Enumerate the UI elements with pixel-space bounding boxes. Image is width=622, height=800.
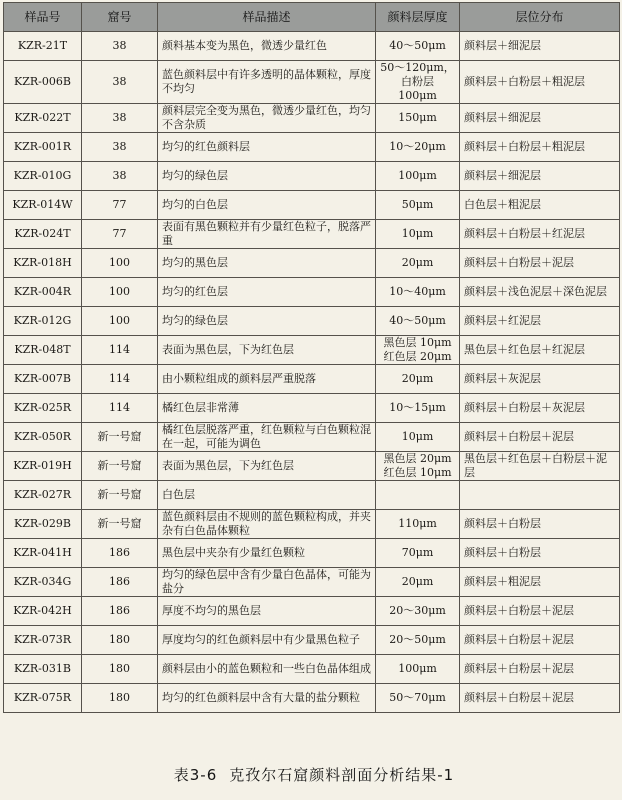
sample-description-cell: 蓝色颜料层中有许多透明的晶体颗粒，厚度不均匀	[158, 61, 376, 104]
sample-id-cell: KZR-018H	[4, 249, 82, 278]
thickness-line: 50μm	[401, 198, 434, 211]
thickness-line: 黑色层 10μm	[383, 336, 452, 349]
table-body	[4, 32, 620, 713]
thickness-line: 150μm	[398, 111, 437, 124]
thickness-line: 40～50μm	[389, 39, 446, 52]
pigment-results-table	[3, 2, 620, 713]
thickness-line: 50～70μm	[389, 691, 446, 704]
pigment-thickness-cell	[376, 162, 460, 191]
pigment-thickness-cell	[376, 104, 460, 133]
pigment-thickness-cell	[376, 568, 460, 597]
sample-description-cell: 均匀的绿色层	[158, 307, 376, 336]
pigment-thickness-cell	[376, 655, 460, 684]
sample-id-cell: KZR-075R	[4, 684, 82, 713]
cave-number-cell: 38	[82, 162, 158, 191]
sample-id-cell: KZR-004R	[4, 278, 82, 307]
header-sample-id: 样品号	[4, 3, 82, 32]
pigment-thickness-cell	[376, 365, 460, 394]
thickness-line: 黑色层 20μm	[383, 452, 452, 465]
sample-description-cell: 均匀的红色颜料层	[158, 133, 376, 162]
pigment-thickness-cell	[376, 510, 460, 539]
table-row	[4, 655, 620, 684]
thickness-line: 100μm	[398, 169, 437, 182]
sample-description-cell: 橘红色层非常薄	[158, 394, 376, 423]
cave-number-cell: 114	[82, 394, 158, 423]
table-row	[4, 365, 620, 394]
thickness-line: 10μm	[401, 227, 434, 240]
layer-distribution-cell	[460, 481, 620, 510]
sample-id-cell: KZR-012G	[4, 307, 82, 336]
sample-id-cell: KZR-014W	[4, 191, 82, 220]
pigment-thickness-cell	[376, 336, 460, 365]
pigment-thickness-cell	[376, 220, 460, 249]
table-row	[4, 481, 620, 510]
cave-number-cell: 180	[82, 626, 158, 655]
layer-distribution-cell: 颜料层＋细泥层	[460, 104, 620, 133]
header-row	[4, 3, 620, 32]
layer-distribution-cell: 颜料层＋细泥层	[460, 32, 620, 61]
cave-number-cell: 186	[82, 597, 158, 626]
cave-number-cell: 186	[82, 568, 158, 597]
table-row	[4, 568, 620, 597]
header-cave-number: 窟号	[82, 3, 158, 32]
sample-id-cell: KZR-048T	[4, 336, 82, 365]
sample-description-cell: 颜料层由小的蓝色颗粒和一些白色晶体组成	[158, 655, 376, 684]
cave-number-cell: 100	[82, 278, 158, 307]
sample-id-cell: KZR-010G	[4, 162, 82, 191]
sample-description-cell: 厚度不均匀的黑色层	[158, 597, 376, 626]
pigment-thickness-cell	[376, 394, 460, 423]
thickness-line: 50～120μm，	[380, 61, 455, 74]
pigment-thickness-cell	[376, 278, 460, 307]
cave-number-cell: 114	[82, 365, 158, 394]
cave-number-cell: 新一号窟	[82, 510, 158, 539]
cave-number-cell: 38	[82, 61, 158, 104]
cave-number-cell: 77	[82, 220, 158, 249]
sample-description-cell: 白色层	[158, 481, 376, 510]
pigment-thickness-cell	[376, 133, 460, 162]
pigment-thickness-cell	[376, 307, 460, 336]
layer-distribution-cell: 颜料层＋白粉层＋红泥层	[460, 220, 620, 249]
layer-distribution-cell: 黑色层＋红色层＋红泥层	[460, 336, 620, 365]
sample-description-cell: 均匀的红色颜料层中含有大量的盐分颗粒	[158, 684, 376, 713]
pigment-thickness-cell	[376, 626, 460, 655]
thickness-line: 红色层 10μm	[383, 466, 452, 479]
sample-id-cell: KZR-029B	[4, 510, 82, 539]
caption-number: 表3-6	[173, 766, 218, 784]
cave-number-cell: 180	[82, 684, 158, 713]
table-row	[4, 191, 620, 220]
layer-distribution-cell: 颜料层＋白粉层	[460, 510, 620, 539]
layer-distribution-cell: 颜料层＋白粉层＋泥层	[460, 423, 620, 452]
sample-id-cell: KZR-042H	[4, 597, 82, 626]
sample-id-cell: KZR-034G	[4, 568, 82, 597]
thickness-line: 40～50μm	[389, 314, 446, 327]
thickness-line: 20μm	[401, 256, 434, 269]
table-row	[4, 32, 620, 61]
cave-number-cell: 100	[82, 307, 158, 336]
cave-number-cell: 77	[82, 191, 158, 220]
pigment-thickness-cell	[376, 452, 460, 481]
pigment-thickness-cell	[376, 684, 460, 713]
layer-distribution-cell: 颜料层＋白粉层＋泥层	[460, 597, 620, 626]
layer-distribution-cell: 颜料层＋白粉层＋灰泥层	[460, 394, 620, 423]
cave-number-cell: 180	[82, 655, 158, 684]
sample-id-cell: KZR-006B	[4, 61, 82, 104]
header-sample-description: 样品描述	[158, 3, 376, 32]
table-row	[4, 510, 620, 539]
cave-number-cell: 新一号窟	[82, 481, 158, 510]
header-pigment-thickness: 颜料层厚度	[376, 3, 460, 32]
pigment-thickness-cell	[376, 32, 460, 61]
sample-id-cell: KZR-022T	[4, 104, 82, 133]
layer-distribution-cell: 颜料层＋白粉层＋粗泥层	[460, 61, 620, 104]
layer-distribution-cell: 颜料层＋白粉层＋泥层	[460, 655, 620, 684]
header-layer-distribution: 层位分布	[460, 3, 620, 32]
sample-id-cell: KZR-024T	[4, 220, 82, 249]
pigment-thickness-cell	[376, 191, 460, 220]
sample-description-cell: 颜料基本变为黑色，微透少量红色	[158, 32, 376, 61]
sample-description-cell: 表面为黑色层，下为红色层	[158, 452, 376, 481]
thickness-line: 20～50μm	[389, 633, 446, 646]
pigment-thickness-cell	[376, 481, 460, 510]
layer-distribution-cell: 颜料层＋细泥层	[460, 162, 620, 191]
thickness-line: 10～20μm	[389, 140, 446, 153]
cave-number-cell: 新一号窟	[82, 452, 158, 481]
layer-distribution-cell: 颜料层＋白粉层＋泥层	[460, 249, 620, 278]
sample-description-cell: 黑色层中夹杂有少量红色颗粒	[158, 539, 376, 568]
cave-number-cell: 38	[82, 104, 158, 133]
table-row	[4, 597, 620, 626]
table-row	[4, 104, 620, 133]
document-page	[3, 2, 619, 784]
thickness-line: 100μm	[398, 662, 437, 675]
table-row	[4, 394, 620, 423]
cave-number-cell: 114	[82, 336, 158, 365]
sample-id-cell: KZR-027R	[4, 481, 82, 510]
layer-distribution-cell: 颜料层＋红泥层	[460, 307, 620, 336]
sample-description-cell: 由小颗粒组成的颜料层严重脱落	[158, 365, 376, 394]
layer-distribution-cell: 白色层＋粗泥层	[460, 191, 620, 220]
sample-description-cell: 表面为黑色层，下为红色层	[158, 336, 376, 365]
sample-description-cell: 均匀的黑色层	[158, 249, 376, 278]
table-row	[4, 249, 620, 278]
thickness-line: 70μm	[401, 546, 434, 559]
table-row	[4, 133, 620, 162]
table-row	[4, 278, 620, 307]
thickness-line: 红色层 20μm	[383, 350, 452, 363]
table-header	[4, 3, 620, 32]
sample-id-cell: KZR-041H	[4, 539, 82, 568]
table-caption	[3, 764, 622, 785]
sample-description-cell: 蓝色颜料层由不规则的蓝色颗粒构成，并夹杂有白色晶体颗粒	[158, 510, 376, 539]
table-row	[4, 336, 620, 365]
sample-id-cell: KZR-025R	[4, 394, 82, 423]
cave-number-cell: 新一号窟	[82, 423, 158, 452]
table-row	[4, 626, 620, 655]
thickness-line: 110μm	[398, 517, 437, 530]
caption-title: 克孜尔石窟颜料剖面分析结果-1	[229, 766, 455, 784]
sample-id-cell: KZR-031B	[4, 655, 82, 684]
cave-number-cell: 38	[82, 133, 158, 162]
thickness-line: 10～40μm	[389, 285, 446, 298]
pigment-thickness-cell	[376, 423, 460, 452]
cave-number-cell: 38	[82, 32, 158, 61]
layer-distribution-cell: 颜料层＋白粉层	[460, 539, 620, 568]
table-row	[4, 162, 620, 191]
layer-distribution-cell: 颜料层＋灰泥层	[460, 365, 620, 394]
pigment-thickness-cell	[376, 539, 460, 568]
sample-id-cell: KZR-050R	[4, 423, 82, 452]
sample-id-cell: KZR-001R	[4, 133, 82, 162]
sample-description-cell: 均匀的红色层	[158, 278, 376, 307]
layer-distribution-cell: 颜料层＋粗泥层	[460, 568, 620, 597]
thickness-line: 10μm	[401, 430, 434, 443]
table-row	[4, 452, 620, 481]
layer-distribution-cell: 黑色层＋红色层＋白粉层＋泥层	[460, 452, 620, 481]
table-row	[4, 684, 620, 713]
thickness-line: 20μm	[401, 372, 434, 385]
table-row	[4, 61, 620, 104]
sample-description-cell: 颜料层完全变为黑色，微透少量红色，均匀不含杂质	[158, 104, 376, 133]
cave-number-cell: 100	[82, 249, 158, 278]
sample-description-cell: 橘红色层脱落严重，红色颗粒与白色颗粒混在一起，可能为调色	[158, 423, 376, 452]
thickness-line: 10～15μm	[389, 401, 446, 414]
pigment-thickness-cell	[376, 597, 460, 626]
layer-distribution-cell: 颜料层＋浅色泥层＋深色泥层	[460, 278, 620, 307]
sample-id-cell: KZR-073R	[4, 626, 82, 655]
pigment-thickness-cell	[376, 249, 460, 278]
layer-distribution-cell: 颜料层＋白粉层＋粗泥层	[460, 133, 620, 162]
table-row	[4, 539, 620, 568]
layer-distribution-cell: 颜料层＋白粉层＋泥层	[460, 684, 620, 713]
sample-description-cell: 均匀的绿色层中含有少量白色晶体，可能为盐分	[158, 568, 376, 597]
cave-number-cell: 186	[82, 539, 158, 568]
sample-description-cell: 表面有黑色颗粒并有少量红色粒子，脱落严重	[158, 220, 376, 249]
thickness-line: 20～30μm	[389, 604, 446, 617]
pigment-thickness-cell	[376, 61, 460, 104]
thickness-line: 白粉层 100μm	[398, 75, 437, 102]
layer-distribution-cell: 颜料层＋白粉层＋泥层	[460, 626, 620, 655]
table-row	[4, 423, 620, 452]
sample-description-cell: 均匀的白色层	[158, 191, 376, 220]
sample-id-cell: KZR-21T	[4, 32, 82, 61]
thickness-line: 20μm	[401, 575, 434, 588]
sample-description-cell: 厚度均匀的红色颜料层中有少量黑色粒子	[158, 626, 376, 655]
sample-description-cell: 均匀的绿色层	[158, 162, 376, 191]
sample-id-cell: KZR-019H	[4, 452, 82, 481]
sample-id-cell: KZR-007B	[4, 365, 82, 394]
table-row	[4, 220, 620, 249]
table-row	[4, 307, 620, 336]
